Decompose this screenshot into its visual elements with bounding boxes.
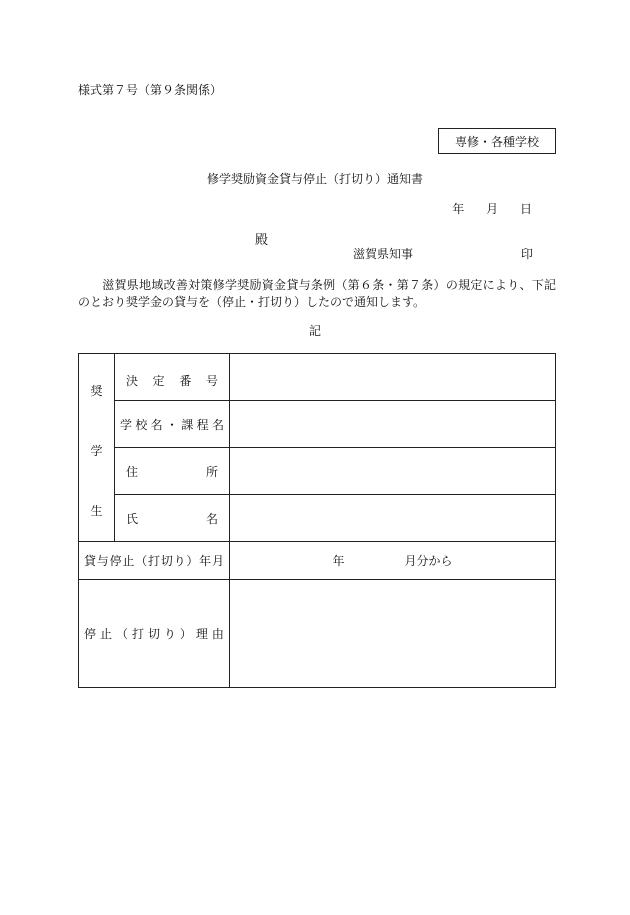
label-char: 切 [160,554,173,568]
label-char: ・ [165,417,178,432]
name-label [115,495,230,542]
school-type-label: 専修・各種学校 [454,134,539,149]
ki-heading: 記 [308,324,321,338]
label-char: 打 [131,627,144,641]
table-row [79,542,556,580]
label-char: ） [179,627,192,641]
addressee-suffix: 殿 [255,233,269,248]
label-char: 月 [211,554,224,568]
seal-mark: 印 [521,247,534,261]
label-char: 号 [205,374,218,388]
label-char: 貸 [84,554,97,568]
label-char: 程 [196,417,209,432]
label-char: 停 [109,554,122,568]
label-char: り [163,627,176,641]
student-label-char: 生 [90,504,103,518]
label-char: 学 [120,417,133,432]
school-course-label [115,401,230,448]
sender-name: 滋賀県知事 [353,247,414,261]
label-char: 理 [195,627,208,641]
label-char: 定 [152,374,165,388]
label-char: （ [135,554,148,568]
label-char: 与 [96,554,109,568]
label-char: 決 [126,374,139,388]
table-row [79,354,556,401]
student-label-cell [79,354,115,542]
record-table [78,353,556,688]
label-char: 止 [122,554,135,568]
table-row [79,401,556,448]
student-label-char: 学 [90,444,103,458]
label-char: ） [186,554,199,568]
period-label [79,542,230,580]
student-label-char: 奨 [90,384,103,398]
period-year: 年 [332,554,345,568]
label-char: 校 [135,417,148,432]
date-line [452,203,532,215]
period-value[interactable] [230,542,556,580]
label-char: （ [115,627,128,641]
label-char: 氏 [126,511,139,526]
form-number: 様式第７号（第９条関係） [78,83,223,97]
body-paragraph [78,277,556,311]
label-char: 打 [147,554,160,568]
label-char: 名 [205,511,218,526]
label-char: 名 [211,417,224,432]
reason-label [79,580,230,688]
table-row [79,495,556,542]
address-label [115,448,230,495]
body-text: 滋賀県地域改善対策修学奨励資金貸与条例（第６条・第７条）の規定により、下記のとおり奨学金の貸与を（停止・打切り）したので通知します。 [78,278,556,309]
name-value[interactable] [230,495,556,542]
document-title: 修学奨励資金貸与停止（打切り）通知書 [206,172,423,186]
reason-value[interactable] [230,580,556,688]
label-char: 停 [84,627,97,641]
decision-number-label [115,354,230,401]
address-value[interactable] [230,448,556,495]
label-char: 切 [147,627,160,641]
label-char: 年 [199,554,212,568]
school-type-box [438,128,556,154]
label-char: 名 [150,417,163,432]
date-day: 日 [519,202,532,216]
label-char: 止 [99,627,112,641]
label-char: 所 [205,464,218,479]
period-month-from: 月分から [404,554,453,568]
school-course-value[interactable] [230,401,556,448]
label-char: 課 [181,417,194,432]
label-char: り [173,554,186,568]
decision-number-value[interactable] [230,354,556,401]
date-year: 年 [452,202,465,216]
label-char: 由 [211,627,224,641]
label-char: 住 [126,464,139,479]
label-char: 番 [179,374,192,388]
date-month: 月 [486,202,499,216]
table-row [79,580,556,688]
table-row [79,448,556,495]
